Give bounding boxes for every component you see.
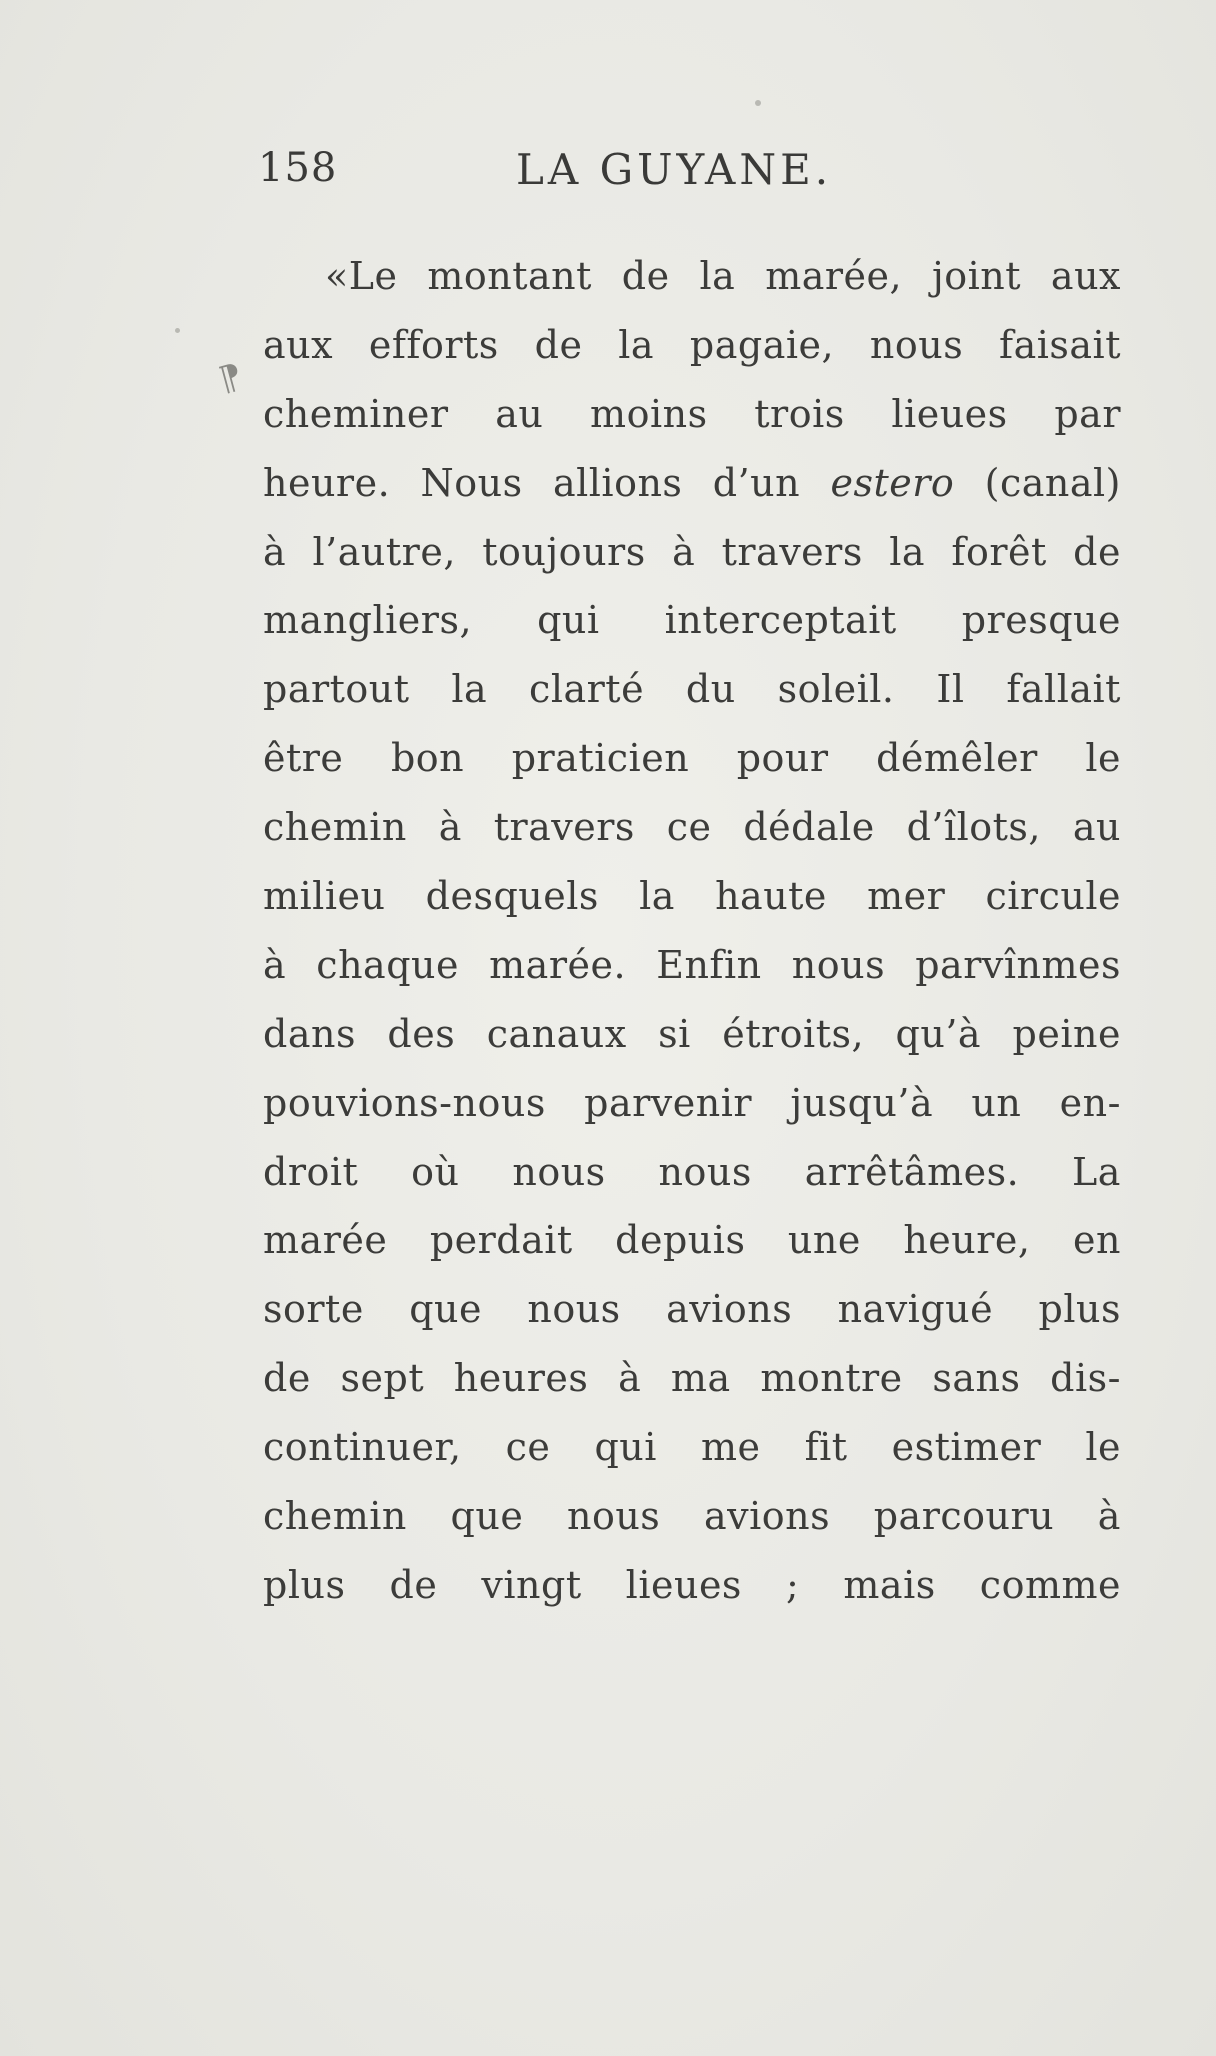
text-line: «Le montant de la marée, joint aux bbox=[325, 254, 1121, 298]
paper-speck bbox=[755, 100, 761, 106]
italic-word: estero bbox=[830, 460, 955, 505]
text-line: chemin que nous avions parcouru à bbox=[263, 1494, 1121, 1539]
body-text bbox=[263, 242, 1121, 1620]
text-line: chemin à travers ce dédale d’îlots, au bbox=[263, 805, 1121, 850]
text-line: dans des canaux si étroits, qu’à peine bbox=[263, 1011, 1121, 1056]
paper-speck bbox=[175, 328, 180, 333]
text-line: pouvions-nous parvenir jusqu’à un en- bbox=[263, 1080, 1121, 1125]
text-line: aux efforts de la pagaie, nous faisait bbox=[263, 322, 1121, 367]
text-line: plus de vingt lieues ; mais comme bbox=[263, 1562, 1121, 1607]
text-line: à l’autre, toujours à travers la forêt de bbox=[263, 529, 1121, 574]
text-line: à chaque marée. Enfin nous parvînmes bbox=[263, 942, 1121, 987]
text-line: être bon praticien pour démêler le bbox=[263, 736, 1121, 781]
text-line: mangliers, qui interceptait presque bbox=[263, 598, 1121, 643]
text-line: cheminer au moins trois lieues par bbox=[263, 391, 1121, 436]
text-line: sorte que nous avions navigué plus bbox=[263, 1287, 1121, 1332]
running-title: LA GUYANE. bbox=[516, 145, 833, 194]
text-line: milieu desquels la haute mer circule bbox=[263, 874, 1121, 919]
text-line: marée perdait depuis une heure, en bbox=[263, 1218, 1121, 1263]
text-line: partout la clarté du soleil. Il fallait bbox=[263, 667, 1121, 712]
text-line: de sept heures à ma montre sans dis- bbox=[263, 1356, 1121, 1401]
running-head bbox=[258, 145, 1158, 205]
text-line: droit où nous nous arrêtâmes. La bbox=[263, 1149, 1121, 1194]
page-number: 158 bbox=[258, 145, 338, 191]
text-line: continuer, ce qui me fit estimer le bbox=[263, 1425, 1121, 1470]
margin-mark: ⁋ bbox=[215, 355, 247, 401]
text-line: heure. Nous allions d’un estero (canal) bbox=[263, 460, 1121, 505]
